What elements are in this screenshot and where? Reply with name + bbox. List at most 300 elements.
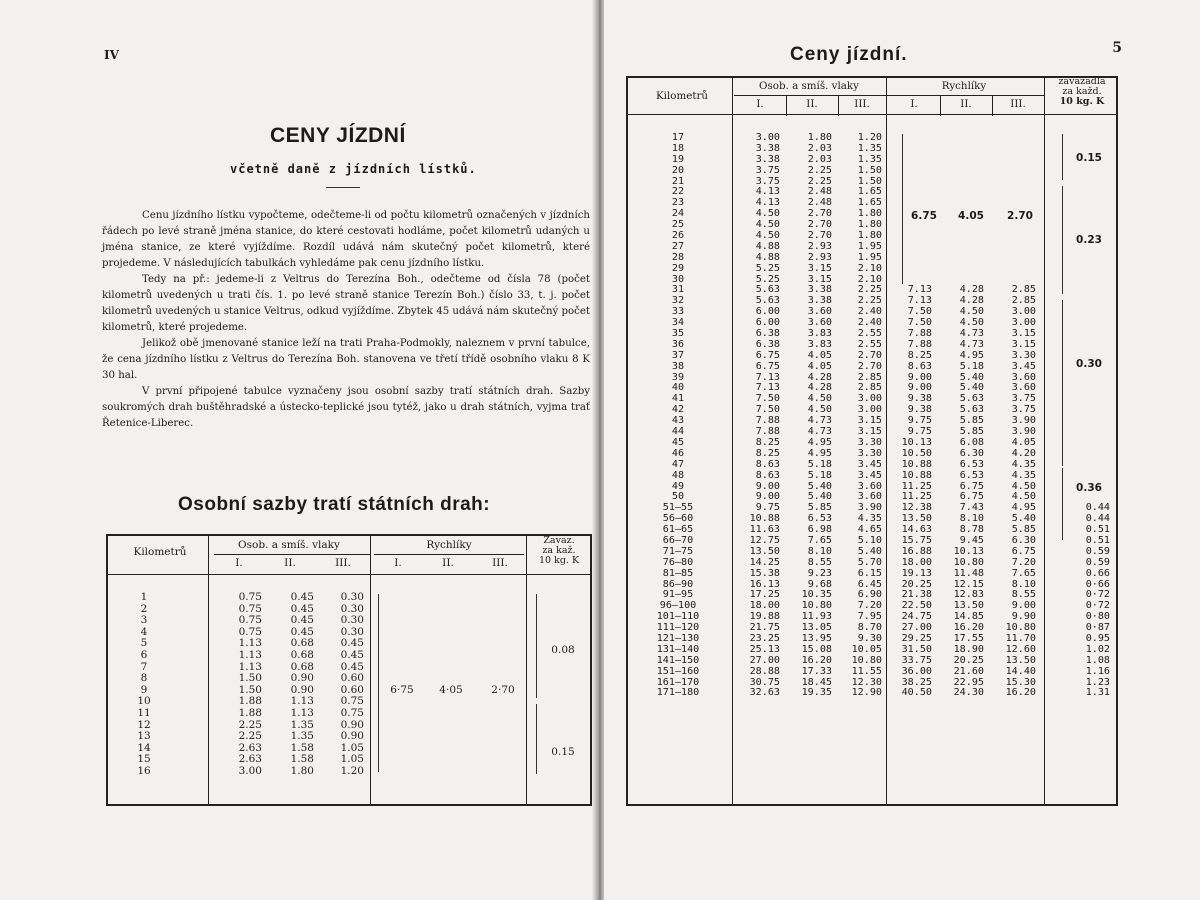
class1-cell: 21.75 — [749, 622, 780, 634]
class1-cell: 8.25 — [755, 436, 780, 448]
class3-cell: 3.60 — [857, 491, 882, 503]
class3-cell: 8.70 — [857, 622, 882, 634]
table-row — [108, 731, 590, 743]
r-class2-cell: 22.95 — [953, 676, 984, 688]
class1-cell: 4.88 — [755, 240, 780, 252]
class1-cell: 5.63 — [755, 295, 780, 307]
km-cell: 151—160 — [656, 665, 700, 677]
table-row — [628, 362, 1116, 373]
class3-cell: 7.20 — [857, 600, 882, 612]
r-class1-cell: 7.50 — [907, 317, 932, 329]
class2-cell: 2.03 — [807, 142, 832, 154]
r-class2-cell: 5.63 — [959, 393, 984, 405]
r-class2-cell: 21.60 — [953, 665, 984, 677]
header-osob: Osob. a smíš. vlaky — [238, 539, 340, 551]
km-cell: 20 — [671, 164, 685, 176]
zavazadla-cell: 0.51 — [1085, 524, 1110, 536]
r-class3-cell: 4.50 — [1011, 480, 1036, 492]
class1-cell: 5.63 — [755, 284, 780, 296]
class3-cell: 0.45 — [340, 637, 364, 650]
r-class1-cell: 15.75 — [901, 534, 932, 546]
class2-cell: 1.80 — [290, 764, 314, 777]
class3-cell: 2.85 — [857, 371, 882, 383]
class1-cell: 7.50 — [755, 404, 780, 416]
class1-cell: 7.13 — [755, 371, 780, 383]
class1-cell: 8.63 — [755, 458, 780, 470]
r-class3-cell: 3.60 — [1011, 371, 1036, 383]
class1-cell: 1.13 — [238, 660, 262, 673]
class3-cell: 1.80 — [857, 230, 882, 242]
km-cell: 30 — [671, 273, 685, 285]
class1-cell: 5.25 — [755, 262, 780, 274]
title-rule — [326, 187, 360, 188]
r-class3-cell: 3.30 — [1011, 349, 1036, 361]
class3-cell: 10.80 — [851, 654, 882, 666]
class2-cell: 5.40 — [807, 480, 832, 492]
class3-cell: 0.30 — [340, 625, 364, 638]
header-rychliky: Rychlíky — [941, 80, 987, 92]
class2-cell: 1.35 — [290, 718, 314, 731]
class2-cell: 2.93 — [807, 251, 832, 263]
class2-cell: 4.50 — [807, 404, 832, 416]
class2-cell: 0.90 — [290, 683, 314, 696]
class2-cell: 5.18 — [807, 469, 832, 481]
rychlik-price-3: 2.70 — [1007, 210, 1033, 222]
r-class3-cell: 3.75 — [1011, 393, 1036, 405]
r-class2-cell: 5.40 — [959, 382, 984, 394]
r-class1-cell: 19.13 — [901, 567, 932, 579]
class2-cell: 0.90 — [290, 672, 314, 685]
class2-cell: 1.58 — [290, 753, 314, 766]
r-class3-cell: 8.55 — [1011, 589, 1036, 601]
header-osob: Osob. a smíš. vlaky — [759, 80, 859, 92]
class1-cell: 4.50 — [755, 230, 780, 242]
class3-cell: 2.70 — [857, 349, 882, 361]
r-class3-cell: 3.75 — [1011, 404, 1036, 416]
class3-cell: 0.75 — [340, 695, 364, 708]
header-rule — [734, 95, 1044, 96]
class2-cell: 2.48 — [807, 186, 832, 198]
rychlik-price-1: 6·75 — [390, 684, 414, 696]
r-class1-cell: 10.88 — [901, 458, 932, 470]
km-cell: 96—100 — [659, 600, 697, 612]
class1-cell: 3.38 — [755, 153, 780, 165]
r-class3-cell: 5.40 — [1011, 513, 1036, 525]
km-cell: 141—150 — [656, 654, 700, 666]
paragraph: Cenu jízdního lístku vypočteme, odečteme-li od počtu kilometrů označených v jízdních řádech po levé straně jména stanice, do které cestovati hodláme, počet kilometrů udaných u jména stanice, ze které vyjíždíme. Rozdíl udává nám skutečný počet kilometrů, které projedeme. V následujících tabulkách vyhledáme pak cenu jízdního lístku. — [102, 210, 590, 269]
class1-cell: 6.75 — [755, 360, 780, 372]
class2-cell: 5.40 — [807, 491, 832, 503]
r-class3-cell: 10.80 — [1005, 622, 1036, 634]
km-cell: 28 — [671, 251, 685, 263]
class2-cell: 9.23 — [807, 567, 832, 579]
header-zav-1: zavazadla — [1058, 76, 1106, 87]
class1-cell: 0.75 — [238, 625, 262, 638]
table-row — [108, 673, 590, 685]
r-class3-cell: 2.85 — [1011, 295, 1036, 307]
header-rclass-3: III. — [492, 557, 508, 569]
km-cell: 8 — [140, 672, 148, 685]
class3-cell: 1.95 — [857, 240, 882, 252]
km-cell: 42 — [671, 404, 685, 416]
class3-cell: 1.20 — [857, 132, 882, 143]
class1-cell: 7.13 — [755, 382, 780, 394]
r-class3-cell: 3.60 — [1011, 382, 1036, 394]
r-class2-cell: 4.50 — [959, 317, 984, 329]
rychlik-price-3: 2·70 — [491, 684, 515, 696]
r-class1-cell: 40.50 — [901, 687, 932, 699]
class1-cell: 3.75 — [755, 175, 780, 187]
r-class1-cell: 7.88 — [907, 328, 932, 340]
class2-cell: 3.60 — [807, 306, 832, 318]
zavazadla-price-1: 0.08 — [551, 644, 575, 656]
class3-cell: 0.90 — [340, 730, 364, 743]
r-class3-cell: 6.75 — [1011, 545, 1036, 557]
zavazadla-cell: 1.31 — [1085, 687, 1110, 699]
class2-cell: 0.68 — [290, 648, 314, 661]
rychlik-price-1: 6.75 — [911, 210, 937, 222]
km-cell: 131—140 — [656, 643, 700, 655]
km-cell: 171—180 — [656, 687, 700, 699]
class3-cell: 1.80 — [857, 208, 882, 220]
intro-text — [102, 208, 590, 432]
class1-cell: 1.13 — [238, 648, 262, 661]
r-class3-cell: 11.70 — [1005, 632, 1036, 644]
r-class3-cell: 2.85 — [1011, 284, 1036, 296]
class2-cell: 9.68 — [807, 578, 832, 590]
class1-cell: 12.75 — [749, 534, 780, 546]
class3-cell: 0.45 — [340, 660, 364, 673]
class3-cell: 3.90 — [857, 502, 882, 514]
km-cell: 19 — [671, 153, 685, 165]
km-cell: 39 — [671, 371, 685, 383]
class1-cell: 13.50 — [749, 545, 780, 557]
km-cell: 16 — [137, 764, 151, 777]
r-class2-cell: 16.20 — [953, 622, 984, 634]
class2-cell: 1.35 — [290, 730, 314, 743]
class3-cell: 2.70 — [857, 360, 882, 372]
r-class2-cell: 4.28 — [959, 284, 984, 296]
paragraph: Jelikož obě jmenované stanice leží na trati Praha-Podmokly, naleznem v první tabulce, že cena jízdního lístku z Veltrus do Terezína Boh. stanovena ve třetí třídě osobního vlaku 8 K 30 hal. — [102, 338, 590, 381]
r-class1-cell: 12.38 — [901, 502, 932, 514]
km-cell: 26 — [671, 230, 685, 242]
km-cell: 41 — [671, 393, 685, 405]
r-class1-cell: 8.25 — [907, 349, 932, 361]
r-class2-cell: 8.10 — [959, 513, 984, 525]
class1-cell: 30.75 — [749, 676, 780, 688]
r-class3-cell: 4.35 — [1011, 458, 1036, 470]
r-class1-cell: 7.13 — [907, 284, 932, 296]
header-class-2: II. — [284, 557, 296, 569]
table-row — [108, 766, 590, 778]
class1-cell: 4.13 — [755, 186, 780, 198]
r-class1-cell: 29.25 — [901, 632, 932, 644]
class1-cell: 6.00 — [755, 317, 780, 329]
km-cell: 32 — [671, 295, 685, 307]
class2-cell: 2.70 — [807, 208, 832, 220]
r-class1-cell: 13.50 — [901, 513, 932, 525]
class3-cell: 2.55 — [857, 328, 882, 340]
class3-cell: 1.50 — [857, 175, 882, 187]
class1-cell: 14.25 — [749, 556, 780, 568]
r-class3-cell: 3.00 — [1011, 306, 1036, 318]
r-class2-cell: 4.50 — [959, 306, 984, 318]
r-class1-cell: 9.00 — [907, 382, 932, 394]
r-class1-cell: 18.00 — [901, 556, 932, 568]
class3-cell: 0.90 — [340, 718, 364, 731]
class1-cell: 4.13 — [755, 197, 780, 209]
km-cell: 33 — [671, 306, 685, 318]
class3-cell: 7.95 — [857, 611, 882, 623]
r-class2-cell: 6.53 — [959, 458, 984, 470]
km-cell: 27 — [671, 240, 685, 252]
class3-cell: 3.60 — [857, 480, 882, 492]
km-cell: 38 — [671, 360, 685, 372]
zavazadla-cell: 1.16 — [1085, 665, 1110, 677]
class1-cell: 10.88 — [749, 513, 780, 525]
table-row — [628, 667, 1116, 678]
class2-cell: 15.08 — [801, 643, 832, 655]
r-class3-cell: 14.40 — [1005, 665, 1036, 677]
class1-cell: 7.50 — [755, 393, 780, 405]
r-class3-cell: 13.50 — [1005, 654, 1036, 666]
r-class2-cell: 5.85 — [959, 426, 984, 438]
km-cell: 3 — [140, 614, 148, 627]
km-cell: 36 — [671, 338, 685, 350]
km-cell: 44 — [671, 426, 685, 438]
km-cell: 2 — [140, 602, 148, 615]
km-cell: 9 — [140, 683, 148, 696]
brace — [1062, 300, 1063, 466]
r-class2-cell: 6.75 — [959, 480, 984, 492]
header-rychliky: Rychlíky — [426, 539, 472, 551]
class1-cell: 11.63 — [749, 524, 780, 536]
header-zav-2: za každ. — [1062, 86, 1102, 97]
class2-cell: 4.95 — [807, 436, 832, 448]
zavazadla-cell: 0.51 — [1085, 534, 1110, 546]
r-class3-cell: 3.15 — [1011, 338, 1036, 350]
section-title: Osobní sazby tratí státních drah: — [178, 494, 491, 515]
class1-cell: 7.88 — [755, 415, 780, 427]
class1-cell: 2.25 — [238, 718, 262, 731]
class2-cell: 3.83 — [807, 328, 832, 340]
class3-cell: 3.15 — [857, 415, 882, 427]
r-class1-cell: 31.50 — [901, 643, 932, 655]
class1-cell: 4.50 — [755, 219, 780, 231]
km-cell: 22 — [671, 186, 685, 198]
class1-cell: 0.75 — [238, 591, 262, 603]
class3-cell: 5.10 — [857, 534, 882, 546]
km-cell: 37 — [671, 349, 685, 361]
km-cell: 161—170 — [656, 676, 700, 688]
fare-table — [626, 76, 1118, 806]
class3-cell: 0.60 — [340, 683, 364, 696]
km-cell: 45 — [671, 436, 685, 448]
r-class2-cell: 5.18 — [959, 360, 984, 372]
class2-cell: 8.10 — [807, 545, 832, 557]
class3-cell: 1.35 — [857, 142, 882, 154]
r-class1-cell: 9.75 — [907, 415, 932, 427]
zavazadla-cell: 0.44 — [1085, 513, 1110, 525]
r-class3-cell: 3.90 — [1011, 426, 1036, 438]
class2-cell: 0.45 — [290, 625, 314, 638]
r-class1-cell: 9.75 — [907, 426, 932, 438]
class1-cell: 0.75 — [238, 602, 262, 615]
table-header — [628, 78, 1116, 115]
km-cell: 81—85 — [662, 567, 694, 579]
r-class2-cell: 7.43 — [959, 502, 984, 514]
header-km: Kilometrů — [133, 546, 187, 558]
class3-cell: 5.40 — [857, 545, 882, 557]
class1-cell: 6.00 — [755, 306, 780, 318]
class2-cell: 4.50 — [807, 393, 832, 405]
class2-cell: 13.95 — [801, 632, 832, 644]
header-zav-1: Zavaz. — [543, 535, 575, 546]
r-class1-cell: 7.88 — [907, 338, 932, 350]
table-row — [628, 688, 1116, 699]
km-cell: 14 — [137, 741, 151, 754]
class3-cell: 2.10 — [857, 273, 882, 285]
km-cell: 121—130 — [656, 632, 700, 644]
class2-cell: 2.48 — [807, 197, 832, 209]
r-class3-cell: 12.60 — [1005, 643, 1036, 655]
header-class-3: III. — [335, 557, 351, 569]
r-class2-cell: 4.73 — [959, 328, 984, 340]
class2-cell: 2.70 — [807, 219, 832, 231]
r-class2-cell: 14.85 — [953, 611, 984, 623]
r-class2-cell: 6.08 — [959, 436, 984, 448]
column-divider — [786, 96, 787, 116]
header-class-1: I. — [756, 98, 764, 110]
km-cell: 15 — [137, 753, 151, 766]
r-class3-cell: 15.30 — [1005, 676, 1036, 688]
class1-cell: 17.25 — [749, 589, 780, 601]
km-cell: 66—70 — [662, 534, 694, 546]
km-cell: 10 — [137, 695, 151, 708]
brace — [378, 594, 379, 772]
km-cell: 18 — [671, 142, 685, 154]
class3-cell: 5.70 — [857, 556, 882, 568]
class3-cell: 3.45 — [857, 469, 882, 481]
class2-cell: 0.45 — [290, 614, 314, 627]
km-cell: 91—95 — [662, 589, 694, 601]
table-row — [628, 558, 1116, 569]
km-cell: 17 — [671, 132, 685, 143]
class1-cell: 3.00 — [238, 764, 262, 777]
r-class2-cell: 8.78 — [959, 524, 984, 536]
class2-cell: 7.65 — [807, 534, 832, 546]
class3-cell: 1.95 — [857, 251, 882, 263]
class3-cell: 1.05 — [340, 741, 364, 754]
corner-mark: 5 — [1112, 40, 1122, 56]
header-rclass-1: I. — [394, 557, 402, 569]
km-cell: 29 — [671, 262, 685, 274]
class1-cell: 6.75 — [755, 349, 780, 361]
brace — [536, 704, 537, 774]
km-cell: 51—55 — [662, 502, 694, 514]
brace — [1062, 468, 1063, 540]
class3-cell: 1.35 — [857, 153, 882, 165]
class1-cell: 4.50 — [755, 208, 780, 220]
class3-cell: 4.35 — [857, 513, 882, 525]
r-class2-cell: 5.40 — [959, 371, 984, 383]
r-class2-cell: 9.45 — [959, 534, 984, 546]
class3-cell: 1.80 — [857, 219, 882, 231]
r-class1-cell: 20.25 — [901, 578, 932, 590]
class1-cell: 1.50 — [238, 683, 262, 696]
r-class1-cell: 21.38 — [901, 589, 932, 601]
table-row — [628, 569, 1116, 580]
brace — [536, 594, 537, 698]
r-class3-cell: 3.45 — [1011, 360, 1036, 372]
class2-cell: 13.05 — [801, 622, 832, 634]
class1-cell: 28.88 — [749, 665, 780, 677]
r-class2-cell: 5.85 — [959, 415, 984, 427]
r-class1-cell: 16.88 — [901, 545, 932, 557]
class3-cell: 6.45 — [857, 578, 882, 590]
r-class2-cell: 17.55 — [953, 632, 984, 644]
class1-cell: 6.38 — [755, 328, 780, 340]
r-class3-cell: 7.20 — [1011, 556, 1036, 568]
paragraph: Tedy na př.: jedeme-li z Veltrus do Terezína Boh., odečteme od čísla 78 (počet kilometrů uvedených u trati čís. 1. po levé straně stanice Terezín Boh.) číslo 33, t. j. počet kilometrů uvedených u stanice Veltrus, odkud vyjíždíme. Zbytek 45 udává nám skutečný počet kilometrů, které projedeme. — [102, 274, 590, 333]
class1-cell: 5.25 — [755, 273, 780, 285]
r-class2-cell: 6.53 — [959, 469, 984, 481]
table-header — [108, 536, 590, 575]
r-class3-cell: 9.90 — [1011, 611, 1036, 623]
class2-cell: 4.28 — [807, 382, 832, 394]
r-class3-cell: 3.15 — [1011, 328, 1036, 340]
zavazadla-cell: 0·72 — [1085, 600, 1110, 612]
r-class1-cell: 10.13 — [901, 436, 932, 448]
header-class-2: II. — [806, 98, 818, 110]
zavazadla-price-3: 0.30 — [1076, 358, 1102, 370]
class2-cell: 1.13 — [290, 695, 314, 708]
class1-cell: 2.25 — [238, 730, 262, 743]
header-rclass-2: II. — [442, 557, 454, 569]
column-divider — [992, 96, 993, 116]
table-row — [628, 471, 1116, 482]
km-cell: 50 — [671, 491, 685, 503]
zavazadla-cell: 0.95 — [1085, 632, 1110, 644]
km-cell: 101—110 — [656, 611, 700, 623]
r-class3-cell: 4.50 — [1011, 491, 1036, 503]
class1-cell: 32.63 — [749, 687, 780, 699]
header-rclass-1: I. — [910, 98, 918, 110]
rychlik-price-2: 4.05 — [958, 210, 984, 222]
header-rule — [374, 554, 524, 555]
r-class1-cell: 7.13 — [907, 295, 932, 307]
left-page — [0, 0, 596, 900]
km-cell: 13 — [137, 730, 151, 743]
table-row — [108, 650, 590, 662]
r-class1-cell: 8.63 — [907, 360, 932, 372]
class1-cell: 8.63 — [755, 469, 780, 481]
class1-cell: 1.88 — [238, 706, 262, 719]
class2-cell: 10.80 — [801, 600, 832, 612]
r-class2-cell: 13.50 — [953, 600, 984, 612]
class3-cell: 2.10 — [857, 262, 882, 274]
r-class3-cell: 8.10 — [1011, 578, 1036, 590]
class1-cell: 3.38 — [755, 142, 780, 154]
r-class1-cell: 24.75 — [901, 611, 932, 623]
r-class3-cell: 4.35 — [1011, 469, 1036, 481]
km-cell: 1 — [140, 591, 148, 603]
class3-cell: 3.15 — [857, 426, 882, 438]
class3-cell: 2.55 — [857, 338, 882, 350]
class2-cell: 0.68 — [290, 660, 314, 673]
page-title: CENY JÍZDNÍ — [270, 124, 406, 147]
zavazadla-cell: 0·66 — [1085, 578, 1110, 590]
